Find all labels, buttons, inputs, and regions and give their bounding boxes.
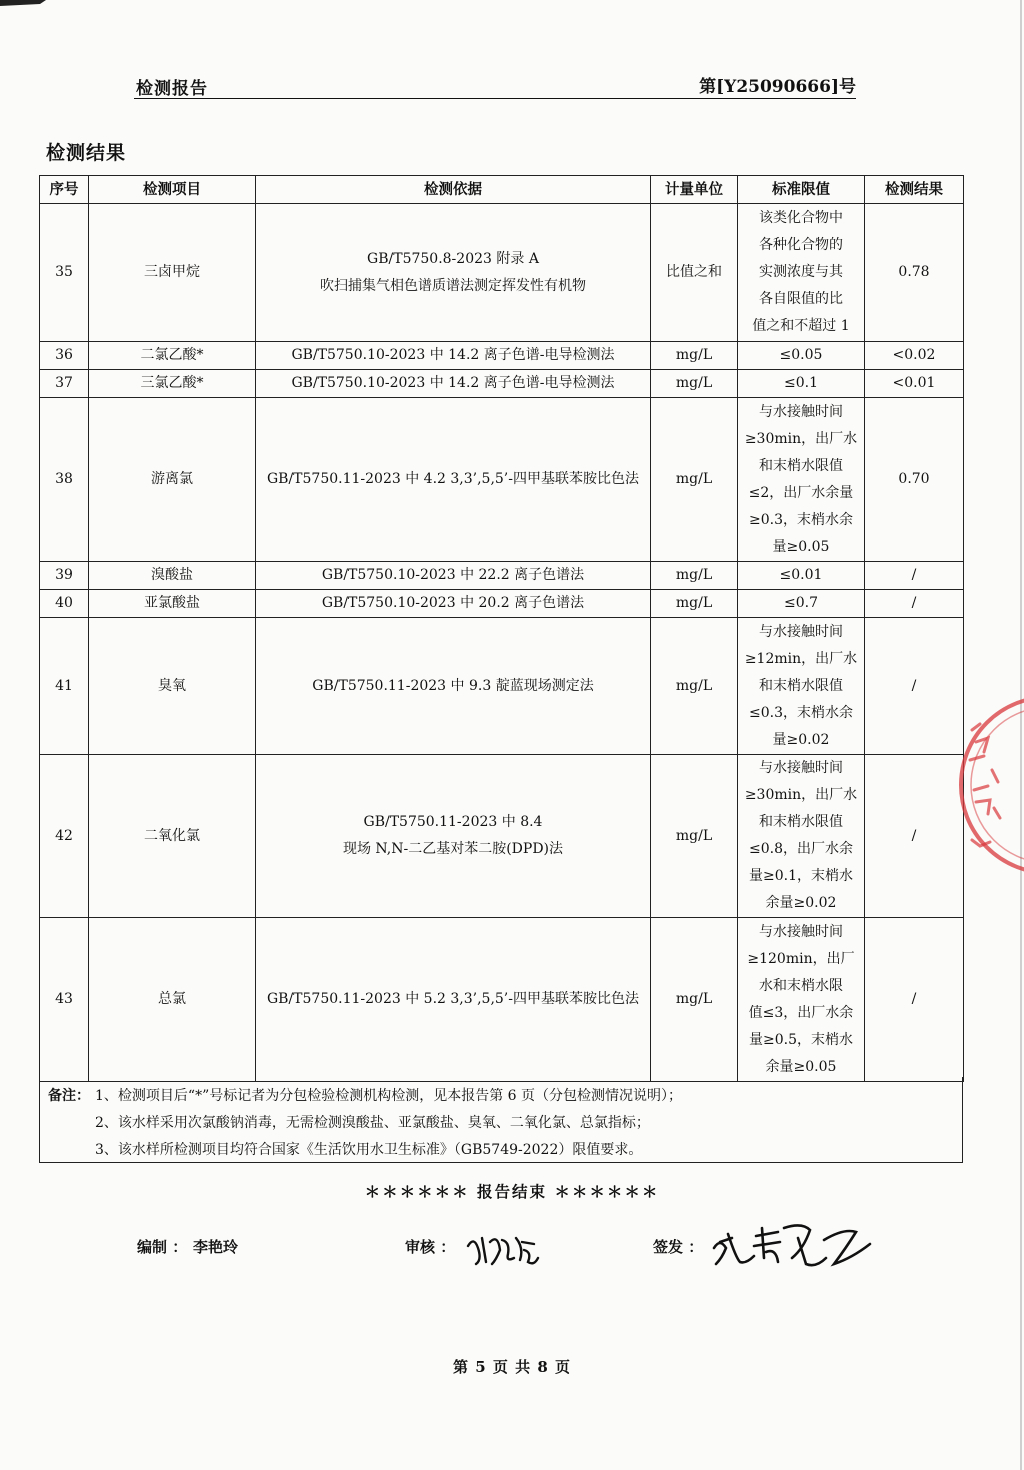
cell-unit: mg/L — [651, 590, 738, 618]
header-title: 检测报告 — [136, 79, 208, 99]
cell-result: / — [865, 562, 964, 590]
cell-no: 35 — [40, 204, 89, 342]
cell-no: 38 — [40, 398, 89, 562]
table-row — [40, 370, 964, 398]
company-seal-icon — [954, 690, 1024, 880]
cell-limit: ≤0.1 — [738, 370, 865, 398]
table-header-row — [40, 176, 964, 204]
cell-basis: GB/T5750.10-2023 中 14.2 离子色谱-电导检测法 — [256, 342, 651, 370]
cell-no: 37 — [40, 370, 89, 398]
limit-line: 各自限值的比 — [759, 291, 843, 307]
cell-result: 0.70 — [865, 398, 964, 562]
col-header-item: 检测项目 — [89, 176, 256, 204]
limit-line: ≥0.3，末梢水余 — [749, 511, 853, 528]
table-row — [40, 918, 964, 1082]
cell-basis: GB/T5750.10-2023 中 14.2 离子色谱-电导检测法 — [256, 370, 651, 398]
cell-item: 游离氯 — [89, 398, 256, 562]
note-line-3: 3、该水样所检测项目均符合国家《生活饮用水卫生标准》（GB5749-2022）限值要求。 — [95, 1142, 643, 1158]
review-label: 审核 ： — [405, 1238, 456, 1256]
cell-limit: ≤0.01 — [738, 562, 865, 590]
col-header-limit: 标准限值 — [738, 176, 865, 204]
compiled-label: 编制 ： — [137, 1238, 188, 1256]
limit-line: 量≥0.5，末梢水 — [749, 1031, 853, 1048]
cell-no: 43 — [40, 918, 89, 1082]
table-row — [40, 562, 964, 590]
signature-row — [0, 1228, 1024, 1278]
cell-item: 臭氧 — [89, 618, 256, 755]
limit-line: 余量≥0.02 — [765, 895, 837, 911]
cell-limit — [738, 398, 865, 562]
limit-line: 值≤3，出厂水余 — [748, 1004, 854, 1021]
cell-unit: 比值之和 — [651, 204, 738, 342]
limit-line: ≤0.3，末梢水余 — [749, 704, 853, 721]
cell-result: / — [865, 918, 964, 1082]
limit-line: 和末梢水限值 — [759, 814, 843, 830]
cell-no: 40 — [40, 590, 89, 618]
limit-line: 和末梢水限值 — [759, 677, 843, 694]
cell-limit — [738, 755, 865, 918]
table-row — [40, 590, 964, 618]
cell-basis — [256, 204, 651, 342]
limit-line: ≤0.8，出厂水余 — [749, 841, 853, 857]
limit-line: 量≥0.02 — [772, 731, 830, 748]
cell-item: 二氯乙酸* — [89, 342, 256, 370]
results-table — [39, 175, 964, 1082]
cell-item: 三卤甲烷 — [89, 204, 256, 342]
basis-line: GB/T5750.11-2023 中 8.4 — [363, 814, 543, 830]
note-line-1: 1、检测项目后“*”号标记者为分包检验检测机构检测，见本报告第 6 页（分包检测情况说明）； — [95, 1088, 683, 1104]
cell-basis: GB/T5750.11-2023 中 9.3 靛蓝现场测定法 — [256, 618, 651, 755]
cell-basis: GB/T5750.11-2023 中 5.2 3,3’,5,5’-四甲基联苯胺比色法 — [256, 918, 651, 1082]
cell-unit: mg/L — [651, 398, 738, 562]
cell-no: 42 — [40, 755, 89, 918]
cell-unit: mg/L — [651, 755, 738, 918]
report-header — [134, 68, 856, 99]
cell-item: 总氯 — [89, 918, 256, 1082]
limit-line: ≥120min，出厂 — [747, 950, 855, 967]
cell-item: 三氯乙酸* — [89, 370, 256, 398]
limit-line: ≥30min，出厂水 — [744, 787, 858, 803]
col-header-unit: 计量单位 — [651, 176, 738, 204]
cell-unit: mg/L — [651, 618, 738, 755]
cell-basis — [256, 755, 651, 918]
cell-unit: mg/L — [651, 918, 738, 1082]
limit-line: ≥30min，出厂水 — [744, 430, 858, 447]
limit-line: 和末梢水限值 — [759, 457, 843, 474]
table-row — [40, 618, 964, 755]
limit-line: ≥12min，出厂水 — [744, 650, 858, 667]
cell-item: 二氧化氯 — [89, 755, 256, 918]
cell-result: <0.01 — [865, 370, 964, 398]
reviewer-signature-icon — [462, 1228, 542, 1272]
limit-line: 量≥0.1，末梢水 — [749, 868, 853, 884]
cell-limit — [738, 618, 865, 755]
cell-result: / — [865, 590, 964, 618]
cell-result: / — [865, 755, 964, 918]
limit-line: 该类化合物中 — [759, 210, 843, 226]
cell-result: <0.02 — [865, 342, 964, 370]
limit-line: 各种化合物的 — [759, 237, 843, 253]
compiled-name: 李艳玲 — [193, 1238, 239, 1256]
col-header-no: 序号 — [40, 176, 89, 204]
limit-line: 水和末梢水限 — [759, 977, 843, 994]
cell-limit — [738, 918, 865, 1082]
cell-basis: GB/T5750.11-2023 中 4.2 3,3’,5,5’-四甲基联苯胺比色法 — [256, 398, 651, 562]
cell-item: 亚氯酸盐 — [89, 590, 256, 618]
basis-line: 吹扫捕集气相色谱质谱法测定挥发性有机物 — [320, 277, 586, 294]
cell-unit: mg/L — [651, 342, 738, 370]
cell-unit: mg/L — [651, 562, 738, 590]
col-header-basis: 检测依据 — [256, 176, 651, 204]
table-row — [40, 398, 964, 562]
cell-limit — [738, 204, 865, 342]
cell-basis: GB/T5750.10-2023 中 20.2 离子色谱法 — [256, 590, 651, 618]
section-title: 检测结果 — [46, 142, 127, 164]
issue-label: 签发 ： — [653, 1238, 704, 1256]
limit-line: 余量≥0.05 — [765, 1058, 837, 1075]
report-end-mark: ＊＊＊＊＊＊ 报告结束 ＊＊＊＊＊＊ — [364, 1182, 660, 1201]
notes-box — [39, 1077, 963, 1163]
cell-limit: ≤0.05 — [738, 342, 865, 370]
page-footer: 第 5 页 共 8 页 — [453, 1358, 571, 1376]
issuer-signature-icon — [706, 1218, 876, 1278]
cell-result: / — [865, 618, 964, 755]
limit-line: 实测浓度与其 — [759, 264, 843, 280]
limit-line: 与水接触时间 — [759, 923, 843, 940]
col-header-result: 检测结果 — [865, 176, 964, 204]
cell-limit: ≤0.7 — [738, 590, 865, 618]
limit-line: 与水接触时间 — [759, 760, 843, 776]
limit-line: 值之和不超过 1 — [752, 318, 850, 334]
table-row — [40, 204, 964, 342]
cell-result: 0.78 — [865, 204, 964, 342]
note-line-2: 2、该水样采用次氯酸钠消毒，无需检测溴酸盐、亚氯酸盐、臭氧、二氧化氯、总氯指标； — [95, 1115, 650, 1131]
basis-line: GB/T5750.8-2023 附录 A — [367, 250, 539, 267]
cell-unit: mg/L — [651, 370, 738, 398]
cell-no: 39 — [40, 562, 89, 590]
limit-line: 量≥0.05 — [772, 538, 830, 555]
cell-item: 溴酸盐 — [89, 562, 256, 590]
limit-line: ≤2，出厂水余量 — [748, 484, 854, 501]
cell-basis: GB/T5750.10-2023 中 22.2 离子色谱法 — [256, 562, 651, 590]
limit-line: 与水接触时间 — [759, 403, 843, 420]
notes-label: 备注： — [48, 1088, 90, 1104]
limit-line: 与水接触时间 — [759, 623, 843, 640]
cell-no: 36 — [40, 342, 89, 370]
table-row — [40, 342, 964, 370]
table-row — [40, 755, 964, 918]
cell-no: 41 — [40, 618, 89, 755]
scan-mark-icon — [0, 0, 46, 10]
basis-line: 现场 N,N-二乙基对苯二胺(DPD)法 — [342, 841, 564, 857]
report-number: 第[Y25090666]号 — [699, 77, 856, 97]
